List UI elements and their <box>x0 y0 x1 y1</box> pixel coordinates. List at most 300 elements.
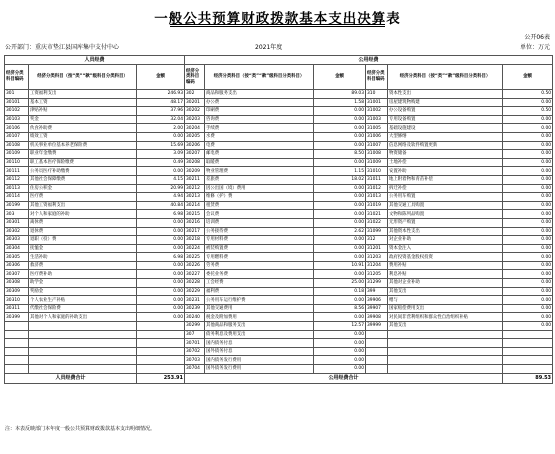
cell-code-c: 31008 <box>366 150 388 159</box>
cell-name-a: 助学金 <box>29 279 137 288</box>
cell-name-c: 资本性支出 <box>388 90 503 99</box>
cell-code-c: 31201 <box>366 244 388 253</box>
cell-amount-a: 37.96 <box>137 107 185 116</box>
cell-name-a: 津贴补贴 <box>29 107 137 116</box>
cell-name-c: 国家赔偿费用支出 <box>388 304 503 313</box>
cell-name-a <box>29 339 137 348</box>
fiscal-year: 2021年度 <box>255 44 283 51</box>
cell-code-b: 30206 <box>185 141 205 150</box>
cell-amount-a: 0.00 <box>137 296 185 305</box>
table-row <box>5 141 553 150</box>
cell-amount-b: 0.00 <box>314 236 366 245</box>
cell-name-a: 奖金 <box>29 115 137 124</box>
cell-code-b: 30240 <box>185 313 205 322</box>
cell-amount-c: 0.00 <box>503 227 553 236</box>
table-row <box>5 356 553 365</box>
cell-code-b: 30208 <box>185 158 205 167</box>
cell-name-a: 绩效工资 <box>29 132 137 141</box>
cell-code-b: 30209 <box>185 167 205 176</box>
cell-code-b: 30211 <box>185 175 205 184</box>
cell-amount-a: 0.00 <box>137 279 185 288</box>
cell-code-c: 31005 <box>366 124 388 133</box>
cell-amount-a: 48.17 <box>137 98 185 107</box>
cell-amount-c: 0.50 <box>503 90 553 99</box>
cell-name-b: 委托业务费 <box>205 270 314 279</box>
cell-name-c: 对企业补助 <box>388 236 503 245</box>
cell-name-c: 公务用车购置 <box>388 193 503 202</box>
cell-name-a: 基本工资 <box>29 98 137 107</box>
cell-code-b: 30214 <box>185 201 205 210</box>
cell-name-b: 印刷费 <box>205 107 314 116</box>
cell-amount-c: 0.00 <box>503 132 553 141</box>
cell-code-b: 30224 <box>185 244 205 253</box>
cell-amount-b: 10.91 <box>314 261 366 270</box>
cell-code-b: 30226 <box>185 261 205 270</box>
cell-name-c: 土地补偿 <box>388 158 503 167</box>
cell-amount-c: 0.00 <box>503 270 553 279</box>
cell-amount-c: 0.00 <box>503 236 553 245</box>
cell-code-b: 30702 <box>185 347 205 356</box>
cell-name-b: 水费 <box>205 132 314 141</box>
table-row <box>5 193 553 202</box>
cell-code-b: 30216 <box>185 218 205 227</box>
cell-code-b: 30207 <box>185 150 205 159</box>
cell-name-b: 其他交通费用 <box>205 304 314 313</box>
cell-code-c: 31021 <box>366 210 388 219</box>
cell-amount-b: 0.00 <box>314 141 366 150</box>
cell-name-a <box>29 356 137 365</box>
cell-code-b: 30203 <box>185 115 205 124</box>
cell-amount-c: 0.00 <box>503 193 553 202</box>
cell-amount-b: 0.00 <box>314 201 366 210</box>
cell-name-c: 信息网络及软件购置更新 <box>388 141 503 150</box>
table-row <box>5 261 553 270</box>
table-row <box>5 158 553 167</box>
cell-code-b: 30213 <box>185 193 205 202</box>
cell-code-b: 30229 <box>185 287 205 296</box>
cell-amount-b: 0.00 <box>314 158 366 167</box>
cell-name-a: 公务员医疗补助缴费 <box>29 167 137 176</box>
cell-amount-c: 0.00 <box>503 175 553 184</box>
cell-code-b: 30215 <box>185 210 205 219</box>
cell-amount-a: 2.00 <box>137 124 185 133</box>
cell-name-b: 公务用车运行维护费 <box>205 296 314 305</box>
cell-name-b: 国外债务发行费用 <box>205 365 314 374</box>
cell-name-a: 生活补助 <box>29 253 137 262</box>
col-name-1: 经济分类科目（按“类”“款”级科目分类科目） <box>29 65 137 90</box>
cell-code-b: 30201 <box>185 98 205 107</box>
cell-code-c: 31011 <box>366 175 388 184</box>
cell-amount-c: 0.00 <box>503 253 553 262</box>
cell-code-a: 30308 <box>5 279 29 288</box>
cell-amount-a <box>137 322 185 331</box>
cell-code-b: 30703 <box>185 356 205 365</box>
cell-name-a: 医疗费补助 <box>29 270 137 279</box>
table-row <box>5 253 553 262</box>
cell-name-b: 培训费 <box>205 218 314 227</box>
cell-amount-b: 1.58 <box>314 98 366 107</box>
cell-code-b: 30205 <box>185 132 205 141</box>
cell-name-a: 机关事业单位基本养老保险费 <box>29 141 137 150</box>
cell-name-b: 手续费 <box>205 124 314 133</box>
cell-name-a: 其他工资福利支出 <box>29 201 137 210</box>
cell-name-a: 对个人和家庭的补助 <box>29 210 137 219</box>
table-row <box>5 115 553 124</box>
cell-code-c <box>366 339 388 348</box>
cell-name-c: 资本金注入 <box>388 244 503 253</box>
cell-code-c <box>366 356 388 365</box>
cell-amount-a: 6.98 <box>137 253 185 262</box>
personnel-total-value: 253.91 <box>137 373 185 383</box>
cell-code-b: 30701 <box>185 339 205 348</box>
cell-code-c: 310 <box>366 90 388 99</box>
table-row <box>5 218 553 227</box>
cell-amount-a: 20.99 <box>137 184 185 193</box>
cell-name-c: 对民间非营利组织和群众性自治组织补贴 <box>388 313 503 322</box>
table-row <box>5 330 553 339</box>
cell-name-b: 国内债务付息 <box>205 339 314 348</box>
cell-amount-b: 0.00 <box>314 347 366 356</box>
cell-amount-b: 0.00 <box>314 210 366 219</box>
cell-name-b: 维修（护）费 <box>205 193 314 202</box>
cell-amount-b: 0.00 <box>314 339 366 348</box>
cell-amount-a: 40.84 <box>137 201 185 210</box>
cell-amount-c: 0.50 <box>503 107 553 116</box>
cell-amount-c <box>503 356 553 365</box>
cell-code-a <box>5 322 29 331</box>
cell-code-c: 31012 <box>366 184 388 193</box>
section-personnel: 人员经费 <box>5 56 185 65</box>
cell-amount-a: 3.09 <box>137 150 185 159</box>
table-row <box>5 107 553 116</box>
cell-code-c: 39908 <box>366 313 388 322</box>
cell-code-b: 30227 <box>185 270 205 279</box>
cell-code-a: 30112 <box>5 175 29 184</box>
col-amount-1: 金额 <box>137 65 185 90</box>
col-name-3: 经济分类科目（按“类”“款”级科目分类科目） <box>388 65 503 90</box>
cell-amount-a: 32.04 <box>137 115 185 124</box>
table-row <box>5 124 553 133</box>
cell-amount-b: 1.15 <box>314 167 366 176</box>
cell-name-c: 拆迁补偿 <box>388 184 503 193</box>
cell-amount-c <box>503 339 553 348</box>
cell-amount-c: 0.00 <box>503 322 553 331</box>
cell-name-b: 租赁费 <box>205 201 314 210</box>
cell-code-c: 31009 <box>366 158 388 167</box>
cell-amount-a: 0.00 <box>137 236 185 245</box>
col-amount-2: 金额 <box>314 65 366 90</box>
col-name-2: 经济分类科目（按“类”“款”级科目分类科目） <box>205 65 314 90</box>
cell-amount-a: 246.93 <box>137 90 185 99</box>
cell-name-a: 奖励金 <box>29 287 137 296</box>
table-row <box>5 244 553 253</box>
cell-amount-b: 0.00 <box>314 107 366 116</box>
cell-name-c: 专用设备购置 <box>388 115 503 124</box>
cell-name-b: 其他商品和服务支出 <box>205 322 314 331</box>
cell-code-c: 39907 <box>366 304 388 313</box>
cell-amount-b: 0.00 <box>314 330 366 339</box>
cell-code-a <box>5 347 29 356</box>
table-row <box>5 347 553 356</box>
column-header-row <box>5 65 553 90</box>
cell-name-a: 代缴社会保险费 <box>29 304 137 313</box>
cell-amount-c: 0.00 <box>503 124 553 133</box>
cell-amount-c: 0.00 <box>503 201 553 210</box>
table-row <box>5 313 553 322</box>
cell-amount-b: 0.00 <box>314 244 366 253</box>
cell-name-c <box>388 339 503 348</box>
cell-code-b: 302 <box>185 90 205 99</box>
cell-amount-a: 4.94 <box>137 193 185 202</box>
cell-amount-c <box>503 365 553 374</box>
cell-name-b: 工会经费 <box>205 279 314 288</box>
cell-name-a: 离休费 <box>29 218 137 227</box>
cell-name-b: 税金及附加费用 <box>205 313 314 322</box>
cell-amount-a: 0.49 <box>137 158 185 167</box>
table-row <box>5 322 553 331</box>
cell-code-b: 30299 <box>185 322 205 331</box>
cell-name-c: 大型修缮 <box>388 132 503 141</box>
cell-name-b: 福利费 <box>205 287 314 296</box>
cell-amount-c: 0.00 <box>503 98 553 107</box>
cell-amount-a: 0.00 <box>137 218 185 227</box>
cell-code-c: 31006 <box>366 132 388 141</box>
cell-amount-c: 0.00 <box>503 244 553 253</box>
cell-name-a: 工资福利支出 <box>29 90 137 99</box>
cell-amount-b: 0.00 <box>314 184 366 193</box>
cell-code-b: 307 <box>185 330 205 339</box>
cell-amount-b: 8.56 <box>314 304 366 313</box>
public-total-label: 公用经费合计 <box>185 373 503 383</box>
cell-amount-b: 0.00 <box>314 313 366 322</box>
cell-code-c: 39906 <box>366 296 388 305</box>
table-row <box>5 236 553 245</box>
cell-name-b: 电费 <box>205 141 314 150</box>
cell-amount-b: 0.00 <box>314 193 366 202</box>
cell-amount-a <box>137 347 185 356</box>
cell-code-a <box>5 356 29 365</box>
cell-amount-b: 25.00 <box>314 279 366 288</box>
cell-code-c: 31019 <box>366 201 388 210</box>
cell-amount-b: 0.00 <box>314 132 366 141</box>
cell-code-a: 301 <box>5 90 29 99</box>
cell-code-a: 30109 <box>5 150 29 159</box>
cell-code-a: 30107 <box>5 132 29 141</box>
cell-name-b: 商品和服务支出 <box>205 90 314 99</box>
public-total-value: 89.53 <box>503 373 553 383</box>
footnote: 注：本表反映部门本年度一般公共预算财政拨款基本支出明细情况。 <box>5 426 156 432</box>
cell-name-a: 个人农业生产补贴 <box>29 296 137 305</box>
cell-amount-c: 0.00 <box>503 313 553 322</box>
cell-code-a: 30111 <box>5 167 29 176</box>
cell-name-a <box>29 347 137 356</box>
cell-code-c: 31099 <box>366 227 388 236</box>
form-code: 公开06表 <box>524 34 550 41</box>
cell-amount-c: 0.00 <box>503 158 553 167</box>
cell-name-b: 债务利息及费用支出 <box>205 330 314 339</box>
cell-amount-a <box>137 339 185 348</box>
col-code-2: 经济分类科目编码 <box>185 65 205 90</box>
cell-name-b: 专用材料费 <box>205 236 314 245</box>
cell-amount-a <box>137 365 185 374</box>
cell-name-a <box>29 322 137 331</box>
cell-name-c: 政府投资基金股权投资 <box>388 253 503 262</box>
cell-code-c: 31007 <box>366 141 388 150</box>
cell-code-a: 30310 <box>5 296 29 305</box>
cell-amount-c: 0.00 <box>503 141 553 150</box>
cell-amount-a <box>137 330 185 339</box>
col-code-3: 经济分类科目编码 <box>366 65 388 90</box>
cell-amount-b: 0.00 <box>314 365 366 374</box>
table-row <box>5 210 553 219</box>
cell-name-c: 房屋建筑物购建 <box>388 98 503 107</box>
cell-name-a: 住房公积金 <box>29 184 137 193</box>
cell-amount-c: 0.00 <box>503 184 553 193</box>
cell-name-c: 费用补贴 <box>388 261 503 270</box>
cell-name-c: 地上附着物和青苗补偿 <box>388 175 503 184</box>
cell-code-b: 30228 <box>185 279 205 288</box>
cell-name-c: 其他资本性支出 <box>388 227 503 236</box>
cell-code-c: 31003 <box>366 115 388 124</box>
cell-code-a: 30304 <box>5 244 29 253</box>
cell-name-b: 国内债务发行费用 <box>205 356 314 365</box>
cell-code-a: 30102 <box>5 107 29 116</box>
cell-amount-c: 0.00 <box>503 167 553 176</box>
cell-code-a: 30114 <box>5 193 29 202</box>
cell-code-a: 30305 <box>5 253 29 262</box>
cell-amount-b: 0.00 <box>314 218 366 227</box>
cell-name-b: 邮电费 <box>205 150 314 159</box>
cell-code-a: 30301 <box>5 218 29 227</box>
cell-code-b: 30218 <box>185 236 205 245</box>
cell-code-a: 30311 <box>5 304 29 313</box>
cell-amount-b: 12.57 <box>314 322 366 331</box>
cell-name-b: 被装购置费 <box>205 244 314 253</box>
cell-code-c: 31013 <box>366 193 388 202</box>
cell-code-a <box>5 339 29 348</box>
table-row <box>5 167 553 176</box>
cell-code-a: 30307 <box>5 270 29 279</box>
cell-name-c: 赠与 <box>388 296 503 305</box>
cell-amount-b: 89.03 <box>314 90 366 99</box>
cell-code-a: 30103 <box>5 115 29 124</box>
cell-amount-a: 0.00 <box>137 132 185 141</box>
cell-name-b: 取暖费 <box>205 158 314 167</box>
cell-name-c: 无形资产购置 <box>388 218 503 227</box>
cell-name-a: 退休费 <box>29 227 137 236</box>
report-title: 一般公共预算财政拨款基本支出决算表 <box>154 11 401 27</box>
cell-amount-b: 0.00 <box>314 270 366 279</box>
cell-name-c: 基础设施建设 <box>388 124 503 133</box>
cell-code-a: 30302 <box>5 227 29 236</box>
reporting-unit: 公开部门：重庆市垫江县国库集中支付中心 <box>5 44 120 51</box>
cell-name-a: 退职（役）费 <box>29 236 137 245</box>
cell-name-b: 因公出国（境）费用 <box>205 184 314 193</box>
table-row <box>5 184 553 193</box>
cell-name-c: 文物和陈列品购置 <box>388 210 503 219</box>
cell-amount-a: 6.98 <box>137 210 185 219</box>
cell-name-a: 职工基本医疗保险缴费 <box>29 158 137 167</box>
cell-name-c: 物资储备 <box>388 150 503 159</box>
cell-amount-b: 8.50 <box>314 150 366 159</box>
col-amount-3: 金额 <box>503 65 553 90</box>
cell-name-a <box>29 330 137 339</box>
cell-name-c <box>388 365 503 374</box>
table-row <box>5 132 553 141</box>
cell-code-a: 30199 <box>5 201 29 210</box>
cell-name-a: 职业年金缴费 <box>29 150 137 159</box>
cell-name-c: 其他交通工具购置 <box>388 201 503 210</box>
cell-amount-a: 0.00 <box>137 270 185 279</box>
cell-amount-c: 0.00 <box>503 150 553 159</box>
cell-name-b: 会议费 <box>205 210 314 219</box>
table-row <box>5 98 553 107</box>
cell-code-a: 30309 <box>5 287 29 296</box>
cell-amount-b: 0.18 <box>314 287 366 296</box>
col-code-1: 经济分类科目编码 <box>5 65 29 90</box>
cell-code-c <box>366 347 388 356</box>
cell-code-a: 30303 <box>5 236 29 245</box>
section-header-row <box>5 56 553 65</box>
cell-name-c: 其他支出 <box>388 322 503 331</box>
table-row <box>5 339 553 348</box>
cell-code-b: 30704 <box>185 365 205 374</box>
expenditure-table <box>4 55 553 384</box>
table-row <box>5 270 553 279</box>
cell-name-b: 办公费 <box>205 98 314 107</box>
table-row <box>5 90 553 99</box>
cell-amount-a: 0.00 <box>137 287 185 296</box>
cell-code-c: 31203 <box>366 253 388 262</box>
cell-code-c <box>366 365 388 374</box>
cell-amount-c <box>503 347 553 356</box>
cell-code-b: 30212 <box>185 184 205 193</box>
cell-name-c: 其他支出 <box>388 287 503 296</box>
cell-code-a: 30306 <box>5 261 29 270</box>
cell-code-c: 31010 <box>366 167 388 176</box>
totals-row <box>5 373 553 383</box>
cell-name-b: 国外债务付息 <box>205 347 314 356</box>
table-row <box>5 287 553 296</box>
table-row <box>5 279 553 288</box>
title-underline-2 <box>170 26 385 27</box>
cell-amount-a: 0.00 <box>137 313 185 322</box>
cell-name-c <box>388 347 503 356</box>
cell-amount-a: 0.00 <box>137 304 185 313</box>
cell-name-c: 利息补贴 <box>388 270 503 279</box>
table-row <box>5 296 553 305</box>
cell-code-c: 399 <box>366 287 388 296</box>
cell-amount-a: 0.00 <box>137 261 185 270</box>
cell-name-c: 其他对企业补助 <box>388 279 503 288</box>
cell-amount-c: 0.00 <box>503 287 553 296</box>
table-row <box>5 175 553 184</box>
cell-code-c: 31204 <box>366 261 388 270</box>
cell-name-b: 物业管理费 <box>205 167 314 176</box>
cell-amount-c: 0.00 <box>503 115 553 124</box>
cell-amount-c <box>503 330 553 339</box>
cell-code-a: 30110 <box>5 158 29 167</box>
cell-code-a <box>5 365 29 374</box>
money-unit: 单位：万元 <box>519 44 550 51</box>
cell-code-b: 30231 <box>185 296 205 305</box>
cell-amount-b: 0.00 <box>314 253 366 262</box>
table-row <box>5 150 553 159</box>
cell-name-c: 安置补助 <box>388 167 503 176</box>
cell-amount-c: 0.00 <box>503 279 553 288</box>
cell-code-a: 30101 <box>5 98 29 107</box>
cell-code-c <box>366 330 388 339</box>
